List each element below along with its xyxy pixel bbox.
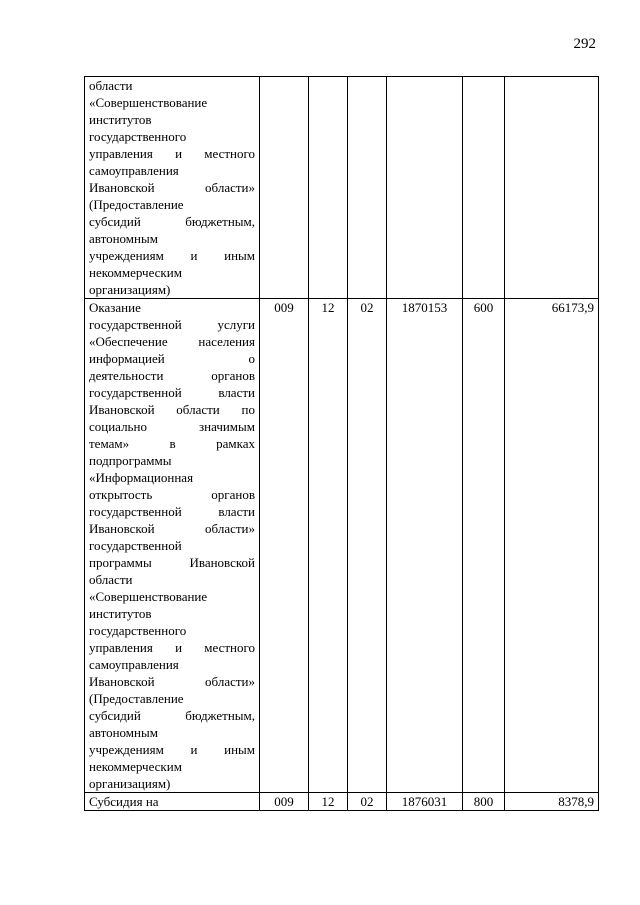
expenditure-name-line: организациям): [89, 282, 171, 297]
table-row: [85, 793, 599, 811]
expenditure-name-line: Оказание: [89, 300, 141, 315]
expenditure-name-line: управления и местного: [89, 640, 255, 655]
amount-cell: 66173,9: [505, 299, 599, 793]
expenditure-name-line: некоммерческим: [89, 265, 182, 280]
expenditure-name-line: автономным: [89, 725, 158, 740]
expense-type-code-cell: 800: [463, 793, 505, 811]
section-code-cell: 12: [309, 299, 348, 793]
chief-manager-code-cell: 009: [260, 299, 309, 793]
expenditure-name-line: программы Ивановской: [89, 555, 255, 570]
expenditure-name-line: автономным: [89, 231, 158, 246]
subsection-code-cell: 02: [348, 299, 387, 793]
amount-cell: [505, 77, 599, 299]
expenditure-name-line: государственной власти: [89, 504, 255, 519]
expenditure-name-line: государственной власти: [89, 385, 255, 400]
expenditure-name-line: субсидий бюджетным,: [89, 708, 255, 723]
expenditure-name-line: области: [89, 572, 133, 587]
expenditure-name-line: учреждениям и иным: [89, 248, 255, 263]
chief-manager-code-cell: [260, 77, 309, 299]
table-row: [85, 299, 599, 793]
expenditure-name-line: субсидий бюджетным,: [89, 214, 255, 229]
expense-type-code-cell: 600: [463, 299, 505, 793]
expenditure-name-line: учреждениям и иным: [89, 742, 255, 757]
expenditure-name-line: государственного: [89, 129, 187, 144]
page-number: 292: [573, 36, 596, 52]
expenditure-name-line: государственной: [89, 538, 182, 553]
expenditure-name-line: темам» в рамках: [89, 436, 255, 451]
expenditure-name-line: Субсидия на: [89, 794, 159, 809]
expenditure-name-line: «Совершенствование: [89, 95, 208, 110]
expenditure-name-line: «Совершенствование: [89, 589, 208, 604]
subsection-code-cell: [348, 77, 387, 299]
expenditure-name-cell: [85, 793, 260, 811]
section-code-cell: [309, 77, 348, 299]
expenditure-name-line: Ивановской области»: [89, 180, 255, 195]
expenditure-name-cell: [85, 77, 260, 299]
expenditure-name-line: институтов: [89, 606, 152, 621]
expenditure-name-line: социально значимым: [89, 419, 255, 434]
expenditure-name-line: информацией о: [89, 351, 255, 366]
expenditure-name-line: Ивановской области»: [89, 521, 255, 536]
budget-table: [84, 76, 599, 811]
expenditure-name-line: (Предоставление: [89, 197, 184, 212]
expenditure-name-line: государственной услуги: [89, 317, 255, 332]
expenditure-name-line: «Информационная: [89, 470, 194, 485]
expenditure-name-line: институтов: [89, 112, 152, 127]
expenditure-name-line: некоммерческим: [89, 759, 182, 774]
expense-type-code-cell: [463, 77, 505, 299]
expenditure-name-line: области: [89, 78, 133, 93]
section-code-cell: 12: [309, 793, 348, 811]
table-row: [85, 77, 599, 299]
amount-cell: 8378,9: [505, 793, 599, 811]
expenditure-name-line: организациям): [89, 776, 171, 791]
chief-manager-code-cell: 009: [260, 793, 309, 811]
expenditure-name-line: Ивановской области»: [89, 674, 255, 689]
target-article-code-cell: 1876031: [387, 793, 463, 811]
expenditure-name-line: Ивановской области по: [89, 402, 255, 417]
expenditure-name-line: «Обеспечение населения: [89, 334, 255, 349]
expenditure-name-line: самоуправления: [89, 657, 179, 672]
expenditure-name-line: подпрограммы: [89, 453, 172, 468]
target-article-code-cell: [387, 77, 463, 299]
expenditure-name-line: управления и местного: [89, 146, 255, 161]
expenditure-name-line: открытость органов: [89, 487, 255, 502]
subsection-code-cell: 02: [348, 793, 387, 811]
expenditure-name-cell: [85, 299, 260, 793]
expenditure-name-line: (Предоставление: [89, 691, 184, 706]
expenditure-name-line: государственного: [89, 623, 187, 638]
expenditure-name-line: самоуправления: [89, 163, 179, 178]
expenditure-name-line: деятельности органов: [89, 368, 255, 383]
budget-table-body: [85, 77, 599, 811]
target-article-code-cell: 1870153: [387, 299, 463, 793]
